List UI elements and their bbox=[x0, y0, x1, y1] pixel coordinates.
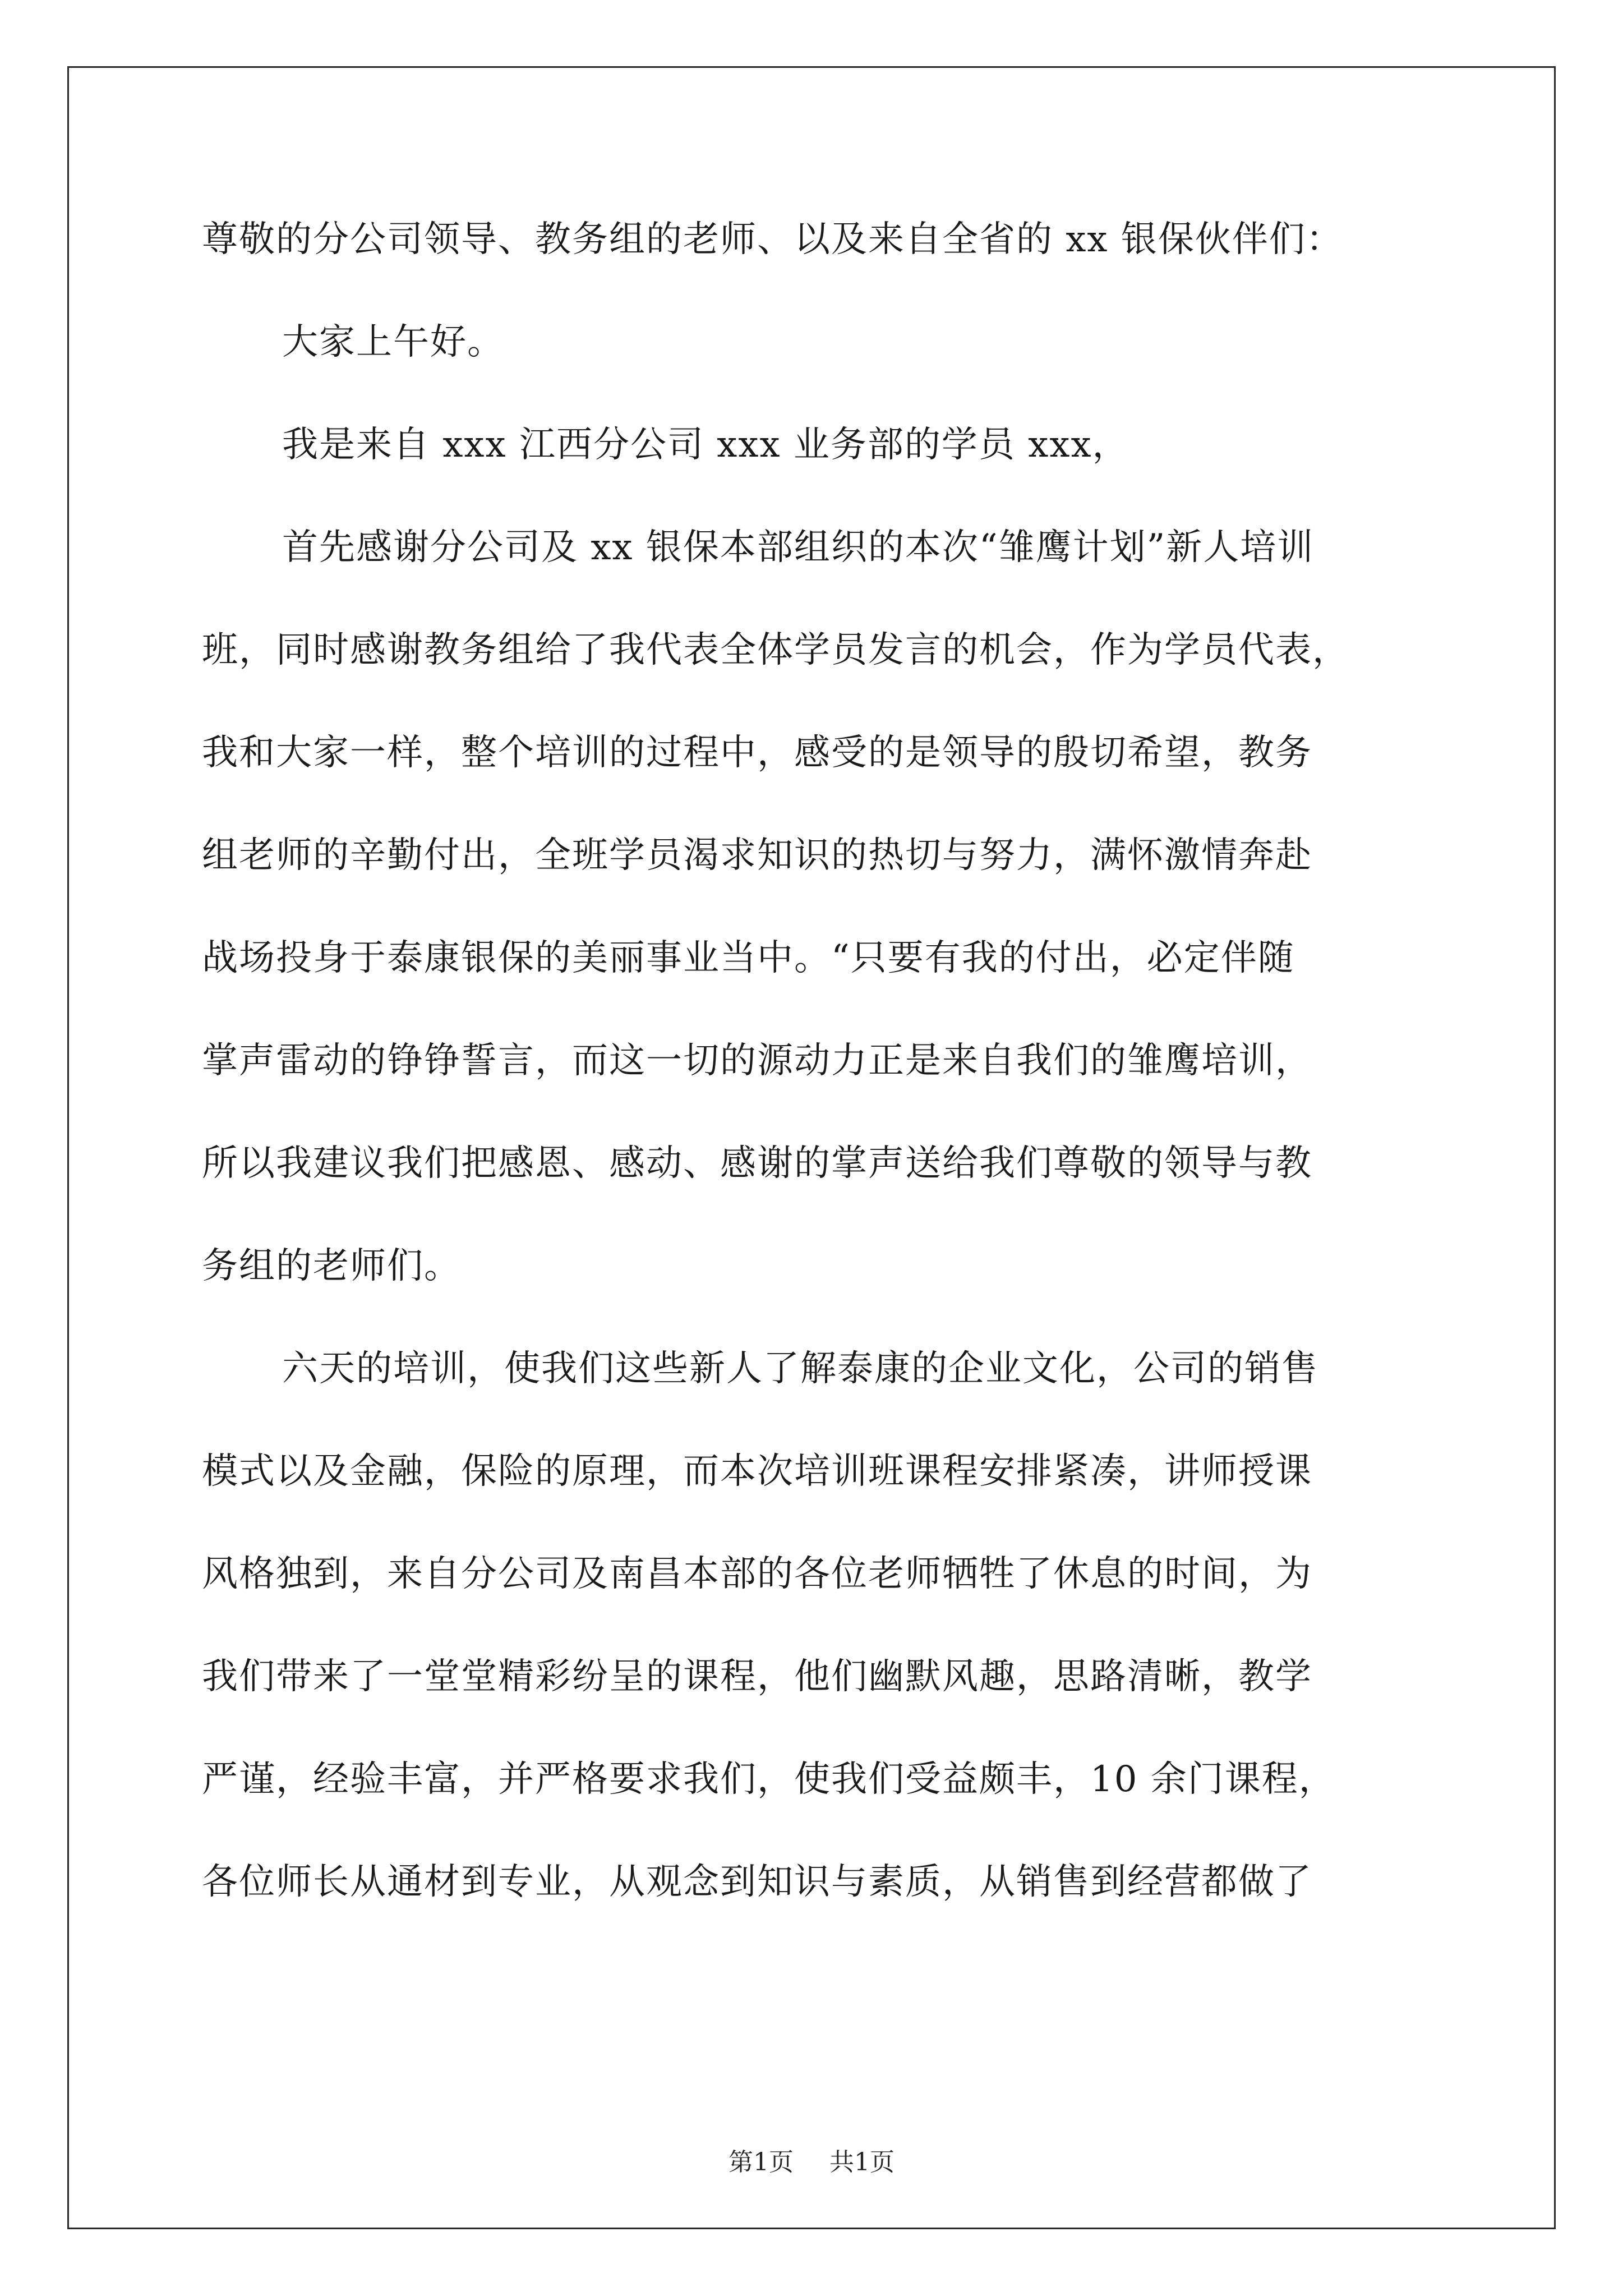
text-line: 掌声雷动的铮铮誓言，而这一切的源动力正是来自我们的雏鹰培训， bbox=[202, 1040, 1312, 1082]
text-line: 班，同时感谢教务组给了我代表全体学员发言的机会，作为学员代表， bbox=[202, 629, 1349, 671]
text-line: 我和大家一样，整个培训的过程中，感受的是领导的殷切希望，教务 bbox=[202, 732, 1312, 774]
text-line: 严谨，经验丰富，并严格要求我们，使我们受益颇丰，10 余门课程， bbox=[202, 1759, 1336, 1800]
text-line: 模式以及金融，保险的原理，而本次培训班课程安排紧凑，讲师授课 bbox=[202, 1451, 1312, 1492]
page-footer bbox=[0, 2148, 1623, 2177]
text-line: 尊敬的分公司领导、教务组的老师、以及来自全省的 xx 银保伙伴们： bbox=[202, 219, 1343, 260]
text-line: 首先感谢分公司及 xx 银保本部组织的本次“雏鹰计划”新人培训 bbox=[282, 527, 1315, 568]
text-line: 各位师长从通材到专业，从观念到知识与素质，从销售到经营都做了 bbox=[202, 1861, 1312, 1903]
text-line: 组老师的辛勤付出，全班学员渴求知识的热切与努力，满怀激情奔赴 bbox=[202, 835, 1312, 876]
text-line: 风格独到，来自分公司及南昌本部的各位老师牺牲了休息的时间，为 bbox=[202, 1553, 1312, 1595]
document-body bbox=[202, 219, 1430, 1967]
text-line: 我是来自 xxx 江西分公司 xxx 业务部的学员 xxx， bbox=[282, 424, 1129, 466]
text-line: 我们带来了一堂堂精彩纷呈的课程，他们幽默风趣，思路清晰，教学 bbox=[202, 1656, 1312, 1697]
text-line: 务组的老师们。 bbox=[202, 1245, 461, 1287]
text-line: 战场投身于泰康银保的美丽事业当中。“只要有我的付出，必定伴随 bbox=[202, 937, 1295, 979]
text-line: 所以我建议我们把感恩、感动、感谢的掌声送给我们尊敬的领导与教 bbox=[202, 1143, 1312, 1184]
text-line: 六天的培训，使我们这些新人了解泰康的企业文化，公司的销售 bbox=[282, 1348, 1318, 1389]
page-number: 第1页 bbox=[728, 2148, 794, 2177]
text-line: 大家上午好。 bbox=[282, 321, 504, 363]
page-total: 共1页 bbox=[829, 2148, 895, 2177]
